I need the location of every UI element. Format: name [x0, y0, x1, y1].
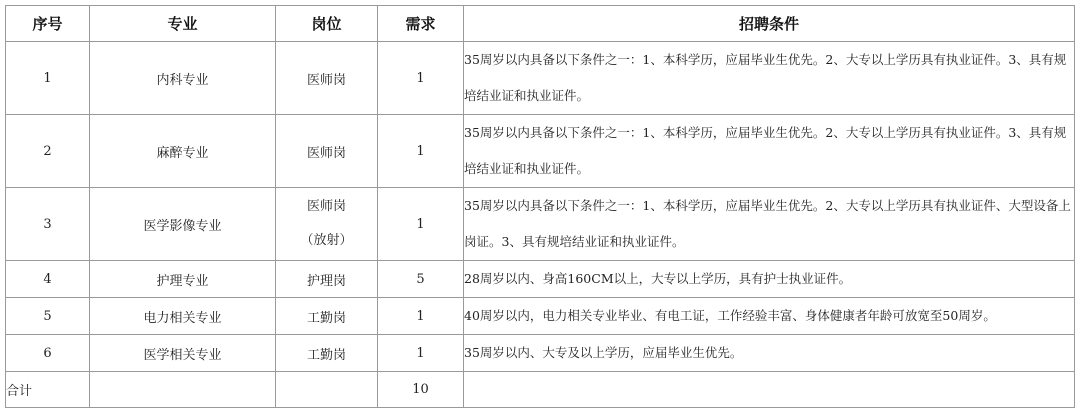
table-row	[6, 188, 1075, 261]
cell-index: 3	[6, 188, 90, 261]
cell-position: 医师岗	[276, 115, 378, 188]
cell-major: 麻醉专业	[90, 115, 276, 188]
cell-position-title: 医师岗	[306, 199, 346, 214]
cell-major: 护理专业	[90, 261, 276, 298]
cell-conditions: 35周岁以内、大专及以上学历，应届毕业生优先。	[464, 335, 1075, 372]
cell-index: 4	[6, 261, 90, 298]
cell-position: 工勤岗	[276, 298, 378, 335]
cell-conditions: 35周岁以内具备以下条件之一：1、本科学历，应届毕业生优先。2、大专以上学历具有执业证件。3、具有规培结业证和执业证件。	[464, 42, 1075, 115]
cell-index: 5	[6, 298, 90, 335]
header-index: 序号	[6, 6, 90, 42]
total-row	[6, 372, 1075, 408]
cell-major: 医学相关专业	[90, 335, 276, 372]
cell-position-note: （放射）	[300, 233, 353, 248]
total-conditions-empty	[464, 372, 1075, 408]
cell-major: 电力相关专业	[90, 298, 276, 335]
total-label: 合计	[6, 372, 90, 408]
cell-demand: 1	[378, 298, 464, 335]
header-conditions: 招聘条件	[464, 6, 1075, 42]
cell-major: 内科专业	[90, 42, 276, 115]
cell-position: 工勤岗	[276, 335, 378, 372]
cell-position: 护理岗	[276, 261, 378, 298]
recruitment-table	[5, 5, 1075, 408]
header-row	[6, 6, 1075, 42]
table-row	[6, 335, 1075, 372]
header-position: 岗位	[276, 6, 378, 42]
header-major: 专业	[90, 6, 276, 42]
total-major-empty	[90, 372, 276, 408]
cell-demand: 5	[378, 261, 464, 298]
cell-position: 医师岗	[276, 42, 378, 115]
table-row	[6, 42, 1075, 115]
cell-conditions: 35周岁以内具备以下条件之一：1、本科学历，应届毕业生优先。2、大专以上学历具有执业证件。3、具有规培结业证和执业证件。	[464, 115, 1075, 188]
cell-conditions: 28周岁以内、身高160CM以上，大专以上学历，具有护士执业证件。	[464, 261, 1075, 298]
cell-index: 2	[6, 115, 90, 188]
total-demand: 10	[378, 372, 464, 408]
cell-demand: 1	[378, 188, 464, 261]
cell-position	[276, 188, 378, 261]
table-row	[6, 261, 1075, 298]
header-demand: 需求	[378, 6, 464, 42]
table-row	[6, 115, 1075, 188]
cell-conditions: 35周岁以内具备以下条件之一：1、本科学历，应届毕业生优先。2、大专以上学历具有执业证件、大型设备上岗证。3、具有规培结业证和执业证件。	[464, 188, 1075, 261]
table-row	[6, 298, 1075, 335]
total-position-empty	[276, 372, 378, 408]
cell-index: 1	[6, 42, 90, 115]
cell-major: 医学影像专业	[90, 188, 276, 261]
cell-demand: 1	[378, 42, 464, 115]
cell-demand: 1	[378, 335, 464, 372]
cell-index: 6	[6, 335, 90, 372]
cell-demand: 1	[378, 115, 464, 188]
cell-conditions: 40周岁以内，电力相关专业毕业、有电工证，工作经验丰富、身体健康者年龄可放宽至50周岁。	[464, 298, 1075, 335]
